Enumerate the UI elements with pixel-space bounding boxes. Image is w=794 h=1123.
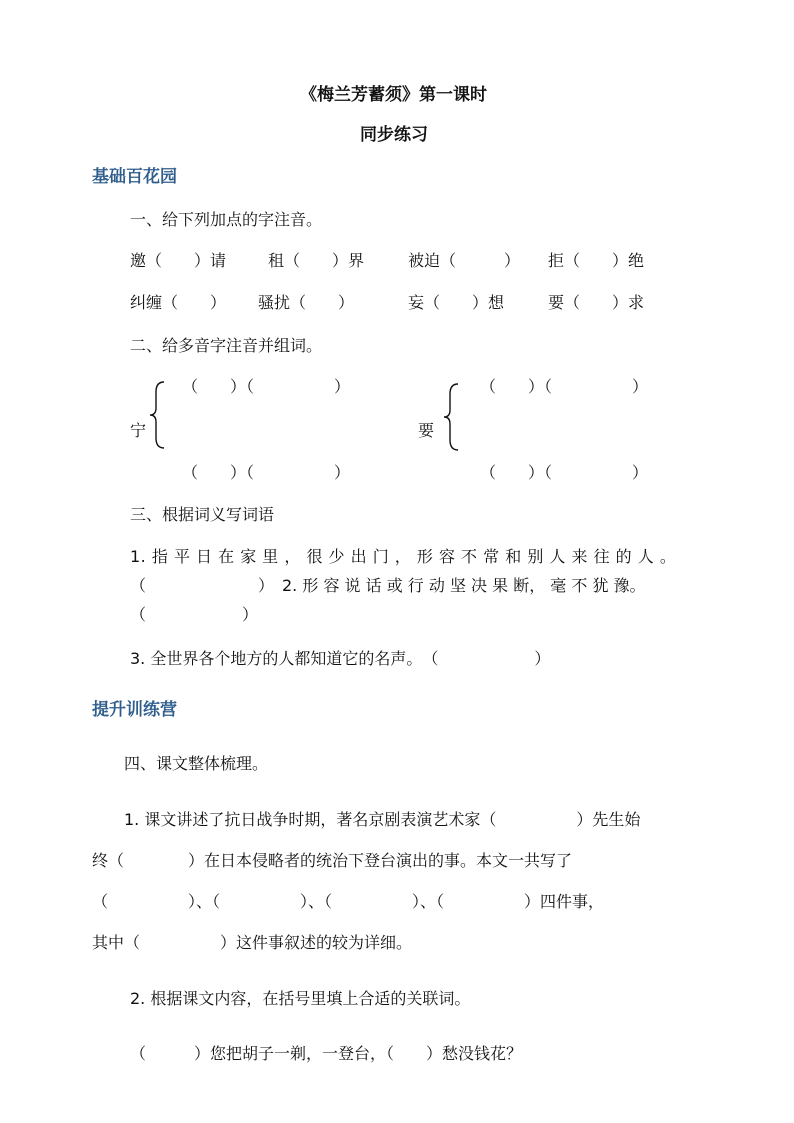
polyphone-line: （ ）（ ） [480, 463, 649, 482]
paragraph-line: 2. 根据课文内容，在括号里填上合适的关联词。 [130, 989, 471, 1008]
page-subtitle: 同步练习 [360, 125, 428, 145]
pinyin-item: 纠缠（ ） [130, 293, 227, 312]
brace-icon [148, 380, 168, 450]
polyphone-line: （ ）（ ） [182, 377, 351, 396]
paragraph-line: 1. 课文讲述了抗日战争时期，著名京剧表演艺术家（ ）先生始 [124, 810, 641, 829]
paragraph-line: （ ）您把胡子一剃，一登台，（ ）愁没钱花？ [130, 1044, 523, 1063]
definition-line: 1. 指 平 日 在 家 里 ， 很 少 出 门 ， 形 容 不 常 和 别 人 来 往 的 人 。 [130, 547, 677, 566]
paragraph-line: （ ）、（ ）、（ ）、（ ）四件事， [92, 892, 605, 911]
definition-line: （ ） 2. 形 容 说 话 或 行 动 坚 决 果 断， 毫 不 犹 豫。 [130, 576, 646, 595]
polyphone-line: （ ）（ ） [182, 463, 351, 482]
question-3-heading: 三、根据词义写词语 [130, 505, 275, 524]
pinyin-item: 拒（ ）绝 [548, 251, 645, 270]
pinyin-item: 邀（ ）请 [130, 251, 227, 270]
paragraph-line: 其中（ ）这件事叙述的较为详细。 [92, 933, 413, 952]
question-4-heading: 四、课文整体梳理。 [124, 754, 269, 773]
brace-icon [442, 382, 462, 452]
pinyin-item: 要（ ）求 [548, 293, 645, 312]
definition-line: （ ） [130, 605, 259, 624]
pinyin-item: 妄（ ）想 [408, 293, 505, 312]
polyphone-char: 要 [418, 421, 435, 440]
question-1-heading: 一、给下列加点的字注音。 [130, 210, 323, 229]
pinyin-item: 骚扰（ ） [258, 293, 355, 312]
question-2-heading: 二、给多音字注音并组词。 [130, 336, 323, 355]
definition-line: 3. 全世界各个地方的人都知道它的名声。 （ ） [130, 649, 551, 668]
paragraph-line: 终（ ）在日本侵略者的统治下登台演出的事。本文一共写了 [92, 851, 573, 870]
section-heading-basics: 基础百花园 [92, 167, 177, 187]
section-heading-advanced: 提升训练营 [92, 700, 177, 720]
pinyin-item: 租（ ）界 [268, 251, 365, 270]
page-title: 《梅兰芳蓄须》第一课时 [300, 85, 487, 105]
pinyin-item: 被迫（ ） [408, 251, 521, 270]
polyphone-line: （ ）（ ） [480, 377, 649, 396]
polyphone-char: 宁 [130, 421, 147, 440]
